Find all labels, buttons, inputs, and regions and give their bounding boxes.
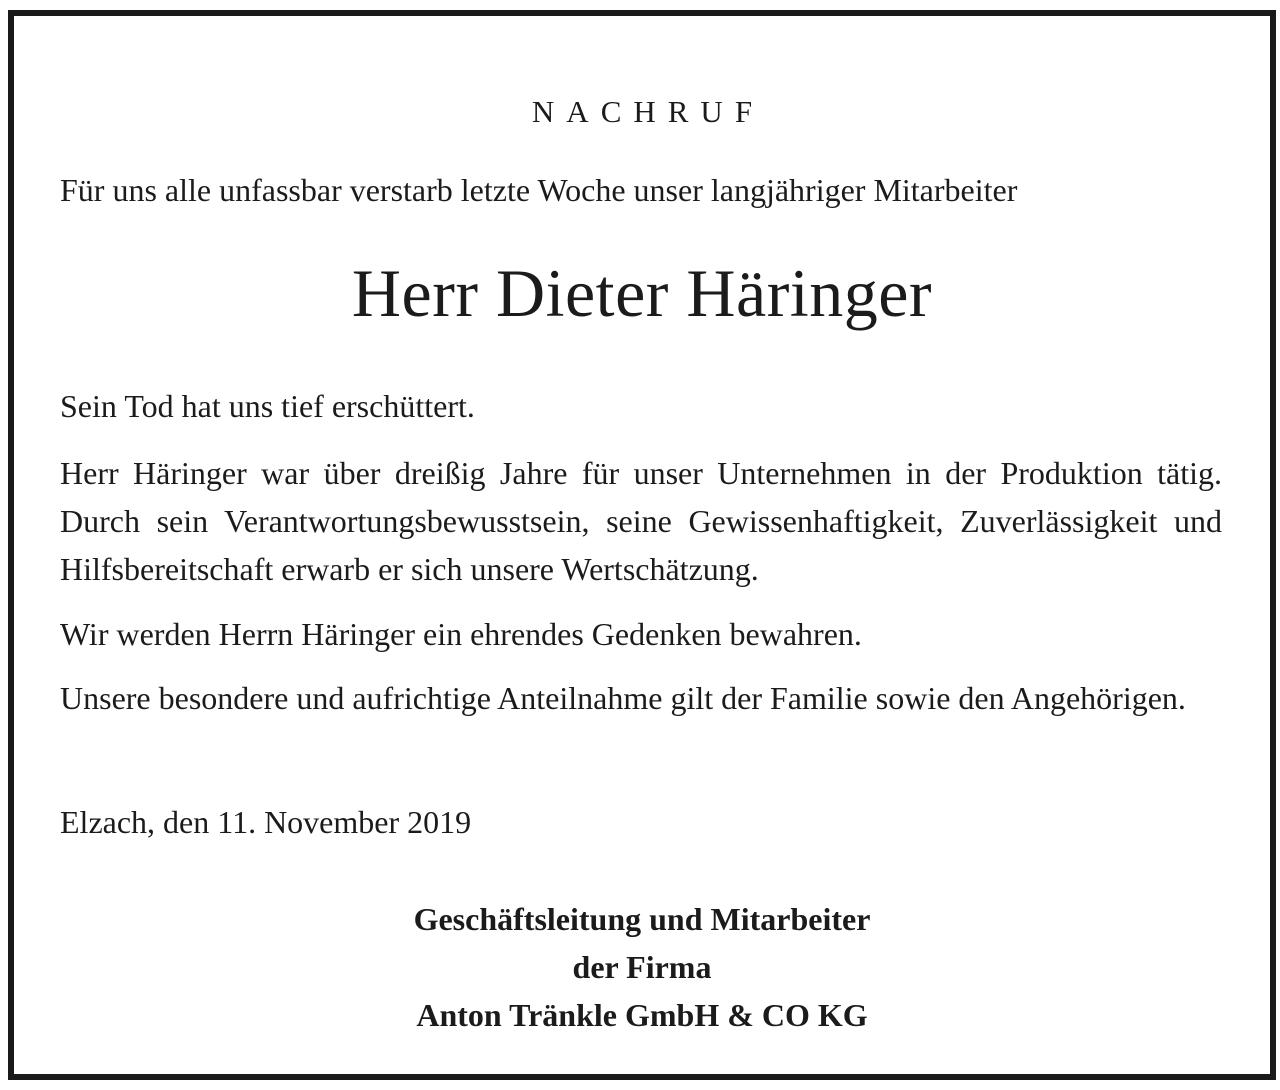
signature-line-management: Geschäftsleitung und Mitarbeiter: [413, 901, 871, 937]
signature-line-company-prefix: der Firma: [572, 949, 712, 985]
obituary-notice: [8, 10, 1276, 1080]
paragraph-career: Herr Häringer war über dreißig Jahre für unser Unternehmen in der Produktion tätig. Durch sein Verantwortungsbewusstsein, seine Gewissenhaftigkeit, Zuverlässigkeit und Hilfsbereitschaft erwarb er sich unsere Wertschätzung.: [60, 455, 1222, 587]
intro-line: Für uns alle unfassbar verstarb letzte Woche unser langjähriger Mitarbeiter: [60, 172, 1018, 208]
paragraph-condolence: Unsere besondere und aufrichtige Anteilnahme gilt der Familie sowie den Angehörigen.: [60, 680, 1186, 716]
place-and-date: Elzach, den 11. November 2019: [60, 804, 472, 840]
signature-line-company-name: Anton Tränkle GmbH & CO KG: [416, 997, 868, 1033]
signature-block: [14, 895, 1270, 1039]
notice-heading: NACHRUF: [531, 94, 765, 129]
paragraph-grief: Sein Tod hat uns tief erschüttert.: [60, 388, 475, 424]
paragraph-remembrance: Wir werden Herrn Häringer ein ehrendes Gedenken bewahren.: [60, 616, 862, 652]
deceased-name: Herr Dieter Häringer: [351, 255, 933, 331]
